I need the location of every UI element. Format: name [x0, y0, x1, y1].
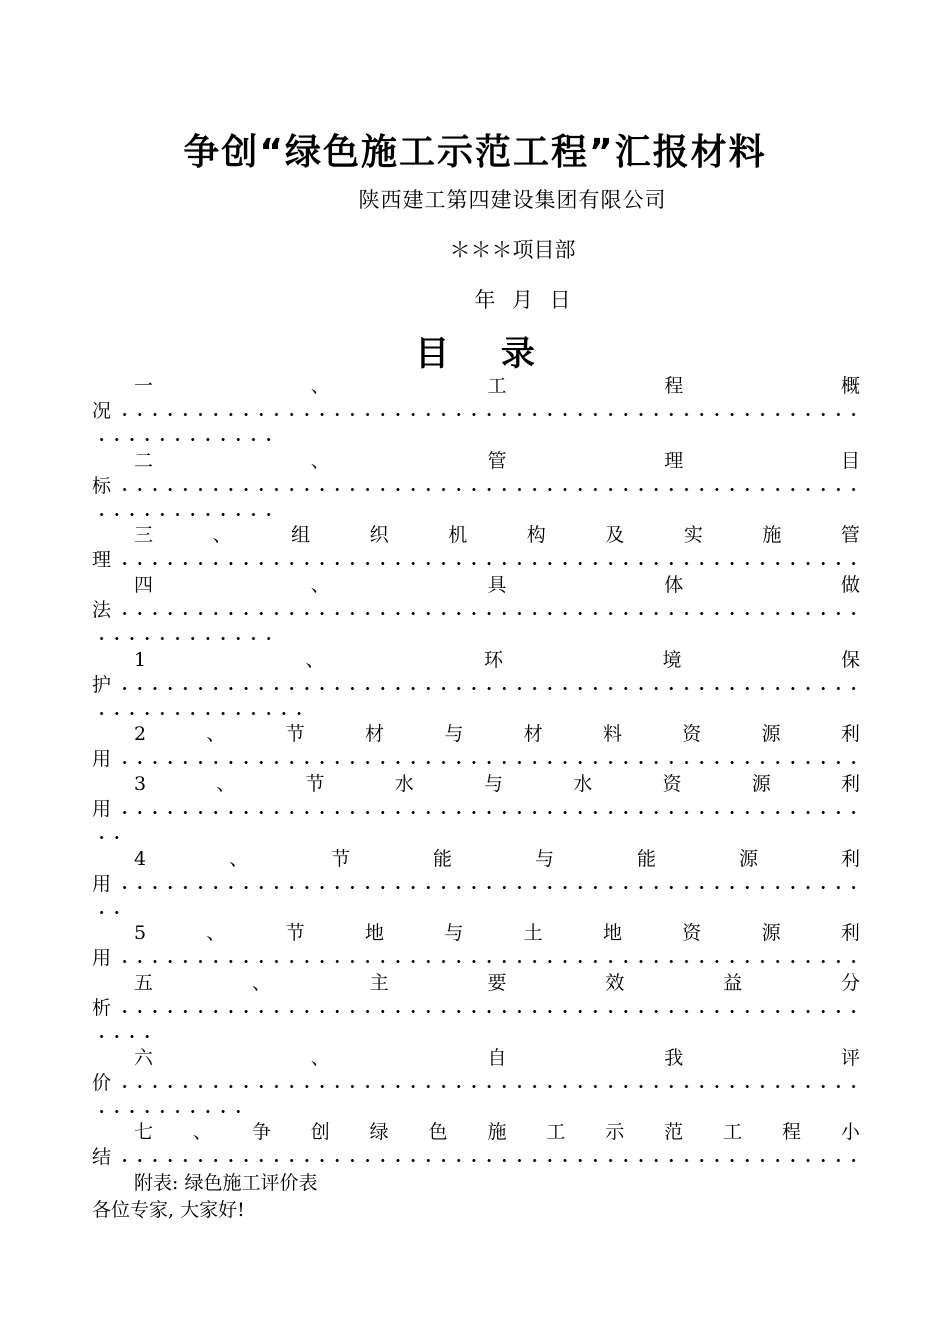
toc-title-char: 利 — [840, 773, 860, 795]
toc-title-char: 材 — [523, 723, 543, 745]
toc-title-char: 机 — [448, 524, 468, 546]
toc-dot-leader-continued — [92, 1096, 242, 1121]
toc-dot-leader — [117, 1145, 860, 1170]
toc-entry-title — [92, 648, 860, 673]
toc-title-char: 组 — [291, 524, 311, 546]
toc-dot-leader — [117, 673, 860, 698]
toc-title-last-char: 析 — [92, 997, 112, 1019]
toc-title-char: 实 — [683, 524, 703, 546]
toc-title-char: 、 — [212, 524, 232, 546]
toc-entry-title — [92, 374, 860, 399]
greeting-line: 各位专家, 大家好! — [92, 1199, 245, 1221]
toc-entry-title — [92, 722, 860, 747]
toc-title-char: 目 — [840, 450, 860, 472]
toc-entry[interactable] — [92, 648, 860, 723]
toc-title-char: 与 — [484, 773, 504, 795]
toc-title-char: 5 — [134, 922, 147, 944]
toc-title-char: 资 — [662, 773, 682, 795]
toc-title-char: 织 — [369, 524, 389, 546]
toc-dot-leader-continued — [92, 698, 302, 723]
company-name: 陕西建工第四建设集团有限公司 — [358, 188, 667, 212]
toc-title-char: 环 — [484, 649, 504, 671]
toc-title-char: 能 — [433, 848, 453, 870]
toc-title-char: 4 — [134, 848, 147, 870]
toc-entry-title — [92, 971, 860, 996]
toc-title-char: 色 — [428, 1121, 448, 1143]
toc-title-char: 自 — [487, 1047, 507, 1069]
toc-title-char: 料 — [602, 723, 622, 745]
toc-entry-title — [92, 847, 860, 872]
toc-title-char: 、 — [229, 848, 249, 870]
toc-title-char: 、 — [305, 649, 325, 671]
toc-entry-title — [92, 523, 860, 548]
toc-title-char: 利 — [840, 848, 860, 870]
toc-entry[interactable] — [92, 971, 860, 1046]
toc-heading: 目 录 — [415, 334, 555, 374]
toc-title-char: 争 — [251, 1121, 271, 1143]
toc-dot-leader — [117, 797, 860, 822]
toc-entry-title — [92, 1046, 860, 1071]
toc-entry[interactable] — [92, 374, 860, 449]
toc-entry[interactable] — [92, 449, 860, 524]
toc-title-char: 具 — [487, 574, 507, 596]
toc-title-char: 理 — [664, 450, 684, 472]
toc-title-last-char: 理 — [92, 549, 112, 571]
toc-title-char: 节 — [285, 723, 305, 745]
toc-title-char: 与 — [444, 922, 464, 944]
toc-entry[interactable] — [92, 921, 860, 971]
toc-title-char: 及 — [605, 524, 625, 546]
toc-title-char: 示 — [605, 1121, 625, 1143]
toc-title-char: 水 — [394, 773, 414, 795]
toc-title-char: 管 — [487, 450, 507, 472]
toc-title-char: 与 — [535, 848, 555, 870]
toc-title-char: 分 — [840, 972, 860, 994]
toc-title-char: 、 — [192, 1121, 212, 1143]
toc-title-char: 工 — [487, 375, 507, 397]
toc-title-char: 创 — [310, 1121, 330, 1143]
toc-title-char: 、 — [206, 723, 226, 745]
toc-entry[interactable] — [92, 772, 860, 847]
toc-title-char: 益 — [723, 972, 743, 994]
toc-title-char: 能 — [637, 848, 657, 870]
toc-title-char: 、 — [310, 375, 330, 397]
toc-entry[interactable] — [92, 523, 860, 573]
toc-dot-leader-continued — [92, 623, 282, 648]
toc-dot-leader — [117, 996, 860, 1021]
toc-entry-title — [92, 772, 860, 797]
toc-entry[interactable] — [92, 1046, 860, 1121]
toc-entry-title — [92, 573, 860, 598]
toc-entry-title — [92, 921, 860, 946]
toc-dot-leader — [117, 399, 860, 424]
toc-title-last-char: 护 — [92, 674, 112, 696]
toc-entry[interactable] — [92, 847, 860, 922]
report-date: 年 月 日 — [474, 288, 571, 312]
toc-dot-leader — [117, 1071, 860, 1096]
toc-title-char: 、 — [206, 922, 226, 944]
toc-title-char: 施 — [487, 1121, 507, 1143]
toc-title-char: 、 — [216, 773, 236, 795]
toc-title-last-char: 用 — [92, 798, 112, 820]
toc-title-char: 评 — [840, 1047, 860, 1069]
toc-dot-leader-continued — [92, 424, 282, 449]
toc-title-char: 资 — [682, 922, 702, 944]
toc-title-char: 境 — [662, 649, 682, 671]
toc-title-char: 、 — [310, 574, 330, 596]
toc-title-char: 五 — [134, 972, 154, 994]
toc-title-char: 水 — [573, 773, 593, 795]
toc-title-char: 保 — [840, 649, 860, 671]
toc-title-char: 、 — [310, 450, 330, 472]
toc-title-char: 概 — [840, 375, 860, 397]
toc-title-char: 3 — [134, 773, 147, 795]
toc-title-char: 一 — [134, 375, 154, 397]
toc-title-char: 六 — [134, 1047, 154, 1069]
toc-title-last-char: 况 — [92, 400, 112, 422]
document-title: 争创“绿色施工示范工程”汇报材料 — [183, 132, 767, 173]
toc-title-char: 小 — [840, 1121, 860, 1143]
toc-dot-leader — [117, 598, 860, 623]
toc-title-char: 程 — [664, 375, 684, 397]
toc-entry-title — [92, 449, 860, 474]
toc-entry[interactable] — [92, 1120, 860, 1170]
toc-title-char: 做 — [840, 574, 860, 596]
toc-title-char: 构 — [526, 524, 546, 546]
toc-title-char: 范 — [664, 1121, 684, 1143]
toc-dot-leader-continued — [92, 499, 282, 524]
toc-title-last-char: 标 — [92, 475, 112, 497]
toc-dot-leader-continued — [92, 1021, 152, 1046]
toc-title-char: 效 — [605, 972, 625, 994]
toc-title-char: 源 — [761, 723, 781, 745]
toc-title-char: 地 — [602, 922, 622, 944]
toc-dot-leader-continued — [92, 897, 127, 922]
toc-title-char: 要 — [487, 972, 507, 994]
toc-title-last-char: 用 — [92, 748, 112, 770]
toc-entry[interactable] — [92, 573, 860, 648]
toc-title-char: 节 — [305, 773, 325, 795]
toc-title-char: 、 — [251, 972, 271, 994]
toc-dot-leader-continued — [92, 822, 127, 847]
toc-title-char: 利 — [840, 922, 860, 944]
toc-title-char: 体 — [664, 574, 684, 596]
toc-title-char: 四 — [134, 574, 154, 596]
toc-title-char: 2 — [134, 723, 147, 745]
toc-title-char: 绿 — [369, 1121, 389, 1143]
toc-title-char: 主 — [369, 972, 389, 994]
toc-title-last-char: 用 — [92, 873, 112, 895]
toc-title-char: 我 — [664, 1047, 684, 1069]
toc-title-char: 1 — [134, 649, 147, 671]
toc-title-char: 土 — [523, 922, 543, 944]
toc-title-char: 源 — [738, 848, 758, 870]
toc-dot-leader — [117, 747, 860, 772]
toc-title-char: 程 — [781, 1121, 801, 1143]
toc-entry-title — [92, 1120, 860, 1145]
appendix-line: 附表: 绿色施工评价表 — [134, 1172, 318, 1194]
toc-dot-leader — [117, 474, 860, 499]
toc-title-char: 材 — [365, 723, 385, 745]
toc-title-char: 二 — [134, 450, 154, 472]
toc-title-char: 工 — [723, 1121, 743, 1143]
toc-title-char: 地 — [365, 922, 385, 944]
toc-title-char: 源 — [761, 922, 781, 944]
toc-title-char: 源 — [751, 773, 771, 795]
project-department: ＊＊＊项目部 — [449, 238, 576, 262]
toc-dot-leader — [117, 946, 860, 971]
toc-title-char: 管 — [840, 524, 860, 546]
toc-title-char: 、 — [310, 1047, 330, 1069]
toc-title-last-char: 法 — [92, 599, 112, 621]
toc-title-last-char: 用 — [92, 947, 112, 969]
toc-title-last-char: 价 — [92, 1072, 112, 1094]
toc-dot-leader — [117, 548, 860, 573]
toc-entry[interactable] — [92, 722, 860, 772]
toc-title-char: 施 — [762, 524, 782, 546]
toc-title-char: 节 — [331, 848, 351, 870]
toc-title-char: 资 — [682, 723, 702, 745]
toc-title-last-char: 结 — [92, 1146, 112, 1168]
toc-title-char: 与 — [444, 723, 464, 745]
toc-title-char: 三 — [134, 524, 154, 546]
toc-title-char: 七 — [134, 1121, 154, 1143]
toc-dot-leader — [117, 872, 860, 897]
toc-title-char: 节 — [285, 922, 305, 944]
toc-title-char: 工 — [546, 1121, 566, 1143]
toc-title-char: 利 — [840, 723, 860, 745]
